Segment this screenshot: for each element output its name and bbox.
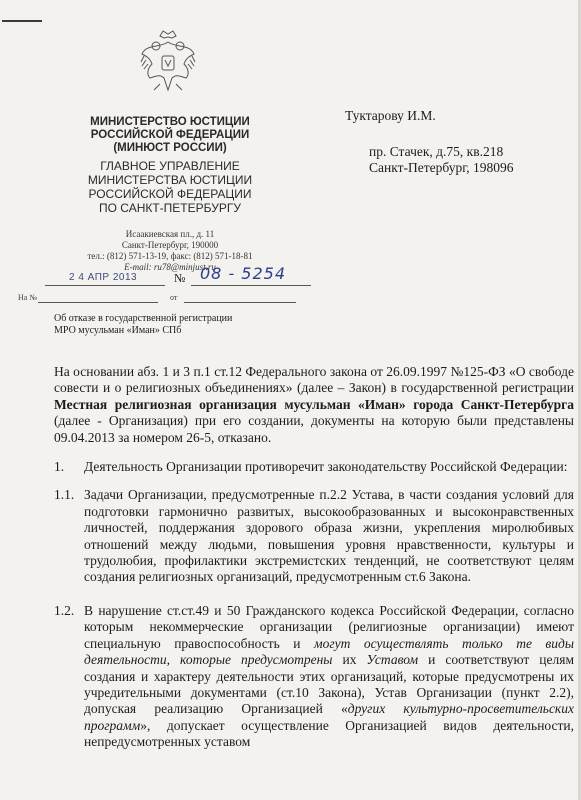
ministry-line: (МИНЮСТ РОССИИ) — [113, 142, 227, 154]
ministry-header — [40, 116, 300, 215]
sender-city: Санкт-Петербург, 190000 — [121, 240, 219, 250]
reference-number-label: На № — [18, 293, 37, 302]
intro-text-end: (далее - Организация) при его создании, документы на которую были представлены 09.04.2013 за номером 26-5, отказано. — [54, 413, 574, 445]
department-line: РОССИЙСКОЙ ФЕДЕРАЦИИ — [88, 187, 252, 201]
item-text: », допускает осуществление Организацией видов деятельности, непредусмотренных уставом — [84, 717, 574, 750]
recipient-name: Туктарову И.М. — [345, 108, 436, 123]
handwritten-number: 08 - 5254 — [200, 264, 287, 283]
organization-name: Местная религиозная организация мусульман «Иман» города Санкт-Петербурга — [54, 396, 574, 412]
reference-line — [18, 293, 318, 305]
recipient-city: Санкт-Петербург, 198096 — [369, 160, 514, 175]
item-text: В нарушение ст.ст.49 и 50 Гражданского кодекса Российской Федерации, согласно которым некоммерческие организации (религиозные организации) имеют специальную правоспособность и — [84, 602, 574, 651]
item-number: 1.1. — [54, 487, 75, 503]
date-stamp: 2 4 АПР 2013 — [69, 272, 138, 283]
letter-body — [54, 364, 574, 751]
number-label: № — [174, 271, 186, 285]
item-text-italic: Уставом — [366, 652, 419, 668]
item-text-italic: других культурно-просветительских программ — [84, 701, 574, 733]
recipient-street: пр. Стачек, д.75, кв.218 — [369, 144, 504, 159]
item-number: 1. — [54, 459, 65, 475]
sender-email: E-mail: ru78@minjust.ru — [124, 262, 216, 272]
item-1 — [54, 459, 574, 475]
ministry-line: РОССИЙСКОЙ ФЕДЕРАЦИИ — [90, 129, 250, 141]
ministry-line: МИНИСТЕРСТВО ЮСТИЦИИ — [90, 116, 250, 128]
department-line: ПО САНКТ-ПЕТЕРБУРГУ — [99, 201, 241, 215]
item-text: и соответствуют целям создания и характеру деятельности этих организаций, которые предусмотрены их учредительными документами (ст.10 Закона), Устав Организации (пункт 2.2), допуская реализацию Организацией « — [84, 652, 575, 717]
item-text: их — [332, 652, 367, 668]
item-1-2 — [54, 603, 574, 751]
item-text: Задачи Организации, предусмотренные п.2.2 Устава, в части создания условий для подготовки гармонично развитых, высокообразованных и высоконравственных личностей, поддержания здорового образа жизни, укрепления миролюбивых отношений между людьми, повышения уровня нравственности, культуры и трудолюбия, профилактики экстремистских тенденций, не соответствуют целям создания религиозных организаций, предусмотренным ст.6 Закона. — [84, 487, 574, 585]
department-line: ГЛАВНОЕ УПРАВЛЕНИЕ — [100, 159, 240, 173]
item-number: 1.2. — [54, 602, 75, 618]
coat-of-arms-emblem — [138, 28, 198, 96]
letter-subject — [54, 313, 314, 337]
item-1-1 — [54, 487, 574, 585]
sender-phone: тел.: (812) 571-13-19, факс: (812) 571-18-81 — [87, 251, 253, 261]
recipient-block — [345, 108, 565, 176]
intro-text: На основании абз. 1 и 3 п.1 ст.12 Федерального закона от 26.09.1997 №125-ФЗ «О свободе совести и о религиозных объединениях» (далее – Закон) в государственной регистрации — [54, 364, 574, 396]
reference-date-label: от — [170, 293, 178, 302]
intro-paragraph — [54, 364, 574, 446]
corner-mark — [2, 20, 42, 22]
sender-street: Исаакиевская пл., д. 11 — [125, 229, 215, 239]
subject-line: МРО мусульман «Иман» СПб — [54, 325, 182, 336]
subject-line: Об отказе в государственной регистрации — [54, 313, 233, 324]
item-text: Деятельность Организации противоречит законодательству Российской Федерации: — [84, 459, 568, 475]
department-line: МИНИСТЕРСТВА ЮСТИЦИИ — [87, 173, 253, 187]
item-text-italic: могут осуществлять только те виды деятельности, которые предусмотрены — [84, 635, 574, 668]
